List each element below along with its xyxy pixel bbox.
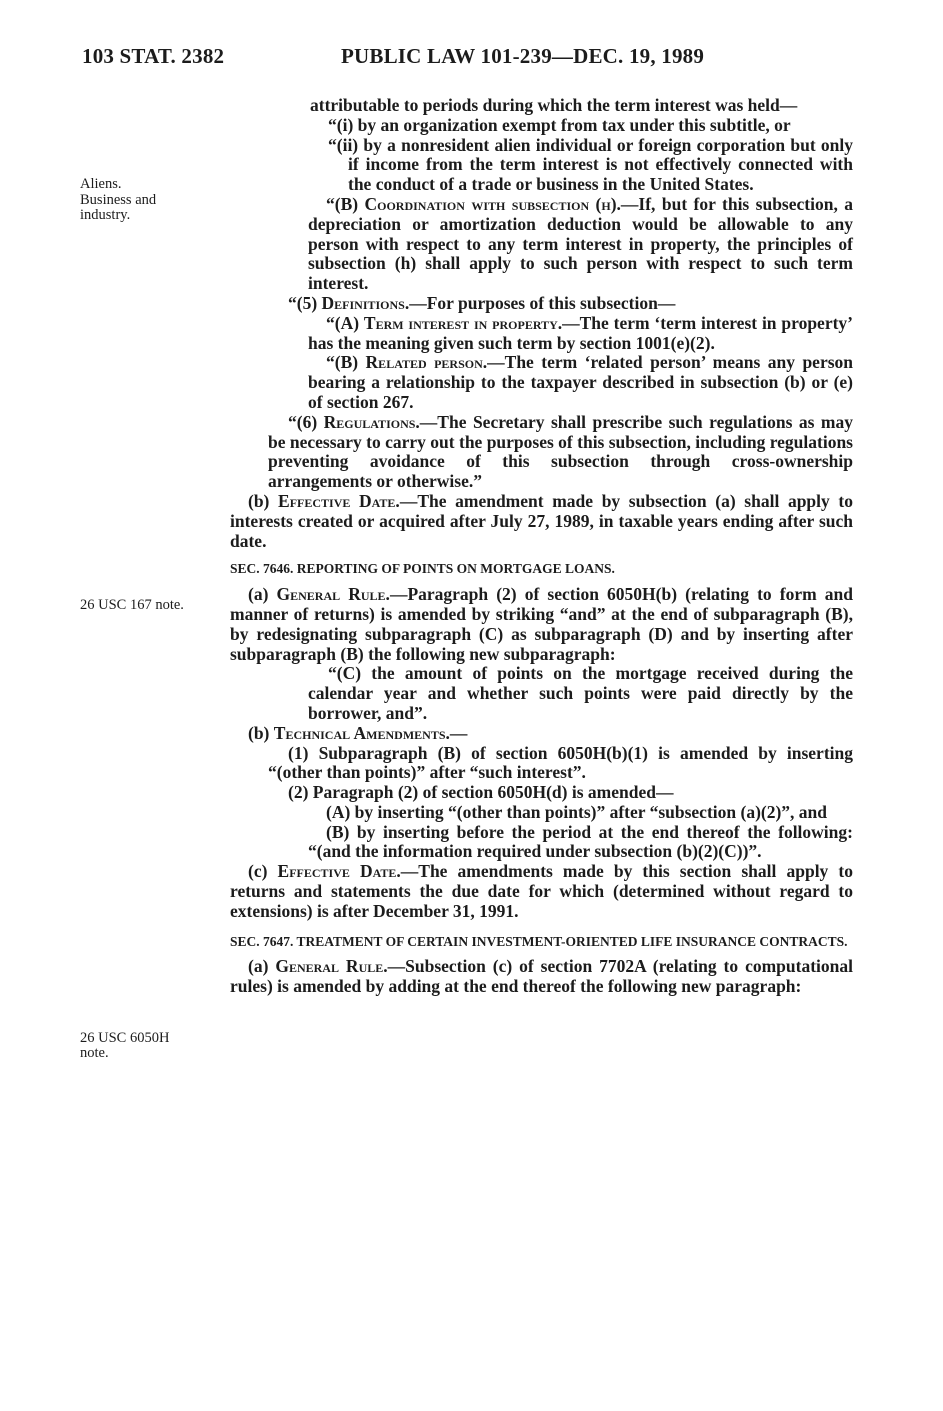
paragraph: (b) Effective Date.—The amendment made by subsection (a) shall apply to interests created or acquired after July 27, 1989, in taxable years ending after such date. <box>230 490 853 551</box>
paragraph: (b) Technical Amendments.— <box>248 722 468 743</box>
paragraph: “(i) by an organization exempt from tax under this subtitle, or <box>328 114 791 135</box>
margin-note-usc167: 26 USC 167 note. <box>80 597 184 613</box>
section-heading-7646: SEC. 7646. REPORTING OF POINTS ON MORTGAGE LOANS. <box>230 561 615 577</box>
page-stat-citation: 103 STAT. 2382 <box>82 44 225 68</box>
paragraph: “(A) Term interest in property.—The term ‘term interest in property’ has the meaning given such term by section 1001(e)(2). <box>308 312 853 353</box>
margin-note-usc6050h: 26 USC 6050H note. <box>80 1030 170 1061</box>
paragraph: “(C) the amount of points on the mortgage received during the calendar year and whether such points were paid directly by the borrower, and”. <box>308 663 853 723</box>
margin-note-aliens: Aliens. <box>80 176 122 192</box>
page-title: PUBLIC LAW 101-239—DEC. 19, 1989 <box>341 44 705 68</box>
paragraph: (B) by inserting before the period at the end thereof the following: “(and the information required under subsection (b)(2)(C))”. <box>308 821 853 862</box>
document-body <box>230 96 853 997</box>
section-heading-7647: SEC. 7647. TREATMENT OF CERTAIN INVESTMENT-ORIENTED LIFE INSURANCE CONTRACTS. <box>230 933 848 949</box>
paragraph: (A) by inserting “(other than points)” after “subsection (a)(2)”, and <box>326 801 828 822</box>
paragraph: (a) General Rule.—Subsection (c) of section 7702A (relating to computational rules) is amended by adding at the end thereof the following new paragraph: <box>230 956 853 997</box>
paragraph: attributable to periods during which the term interest was held— <box>310 95 798 115</box>
paragraph: (2) Paragraph (2) of section 6050H(d) is amended— <box>288 782 674 803</box>
paragraph: “(B) Related person.—The term ‘related person’ means any person bearing a relationship to the taxpayer described in subsection (b) or (e) of section 267. <box>308 352 854 412</box>
paragraph: “(B) Coordination with subsection (h).—If, but for this subsection, a depreciation or amortization deduction would be allowable to any person with respect to any term interest in property, the principles of subsection (h) shall apply to such person with respect to such term interest. <box>308 193 853 294</box>
paragraph: “(6) Regulations.—The Secretary shall prescribe such regulations as may be necessary to carry out the purposes of this subsection, including regulations preventing avoidance of this subsection through cross-ownership arrangements or otherwise.” <box>268 411 854 492</box>
margin-note-business: Business and industry. <box>80 192 157 223</box>
paragraph: (1) Subparagraph (B) of section 6050H(b)(1) is amended by inserting “(other than points)” after “such interest”. <box>268 742 853 783</box>
paragraph: “(5) Definitions.—For purposes of this subsection— <box>288 292 676 313</box>
paragraph: “(ii) by a nonresident alien individual or foreign corporation but only if income from the term interest is not effectively connected with the conduct of a trade or business in the United States. <box>328 134 853 195</box>
paragraph: (a) General Rule.—Paragraph (2) of section 6050H(b) (relating to form and manner of returns) is amended by striking “and” at the end of subparagraph (B), by redesignating subparagraph (C) as subparagraph (D) and by inserting after subparagraph (B) the following new subparagraph: <box>230 584 853 664</box>
paragraph: (c) Effective Date.—The amendments made by this section shall apply to returns and statements the due date for which (determined without regard to extensions) is after December 31, 1991. <box>230 861 853 921</box>
